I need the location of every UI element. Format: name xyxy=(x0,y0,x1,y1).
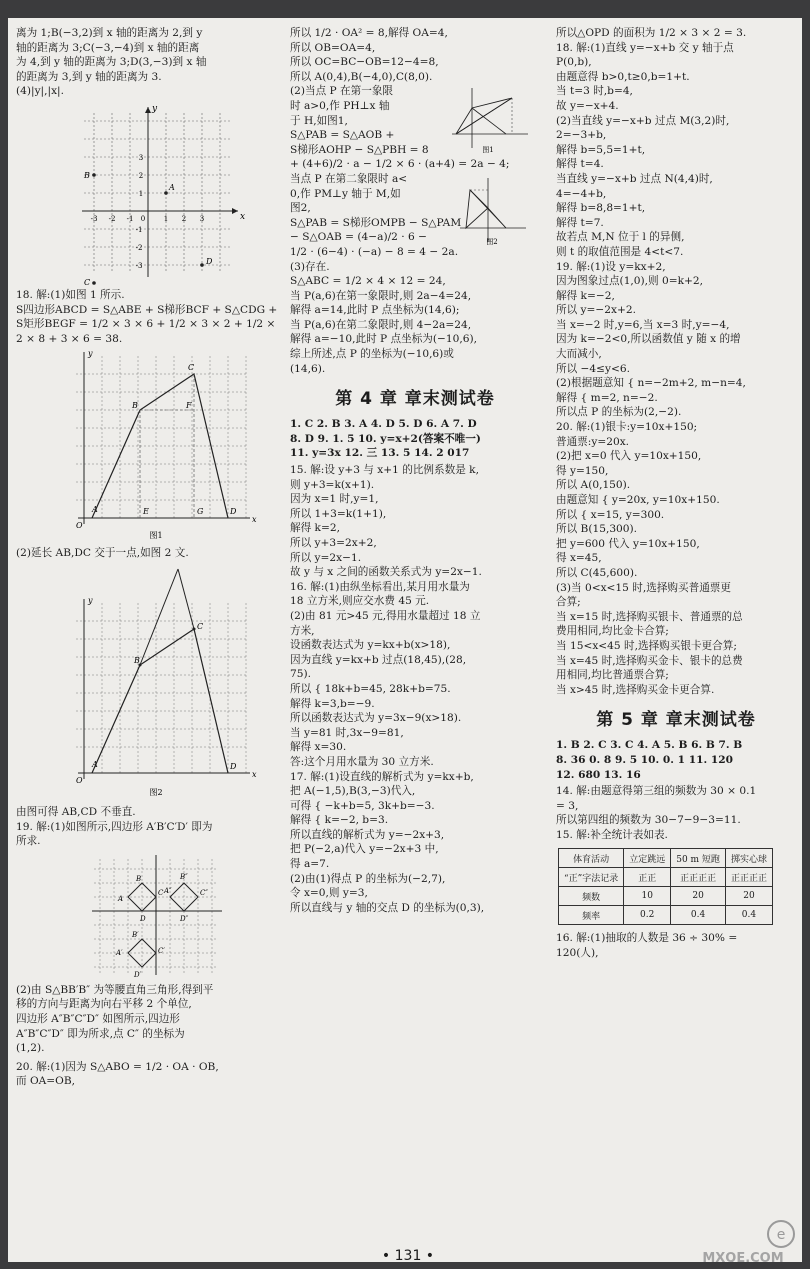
text-line: 20. 解:(1)因为 S△ABO = 1/2 · OA · OB, xyxy=(16,1060,219,1073)
text-line: 解得 k=3,b=−9. xyxy=(290,697,375,710)
text-line: 把 A(−1,5),B(3,−3)代入, xyxy=(290,785,416,798)
point-label: A xyxy=(92,505,98,515)
text-line: 综上所述,点 P 的坐标为(−10,6)或 xyxy=(290,348,454,361)
point-label: C″ xyxy=(200,888,208,897)
q20-figure-2 xyxy=(458,176,528,246)
text-line: 当 t=3 时,b=4, xyxy=(556,85,633,98)
q20-continued xyxy=(290,26,540,376)
point-label: D xyxy=(230,507,237,517)
table-row xyxy=(559,868,773,887)
text-line: 所以直线与 y 轴的交点 D 的坐标为(0,3), xyxy=(290,901,485,914)
point-label: C xyxy=(158,888,164,897)
text-line: 把 y=600 代入 y=10x+150, xyxy=(556,537,700,550)
table-cell: 20 xyxy=(725,887,772,906)
coordinate-grid-figure xyxy=(16,101,266,286)
point-label: D′ xyxy=(134,970,142,979)
q20-figure-1 xyxy=(450,86,530,154)
table-cell: 10 xyxy=(624,887,671,906)
text-line: 当 P(a,6)在第二象限时,则 4−2a=24, xyxy=(290,318,472,331)
text-line: 1/2 · (6−4) · (−a) − 8 = 4 − 2a. xyxy=(290,245,459,258)
text-line: 15. 解:补全统计表如表. xyxy=(556,828,668,841)
text-line: 所以 −4≤y<6. xyxy=(556,362,631,375)
table-cell: 0.4 xyxy=(671,906,726,925)
text-line: 19. 解:(1)设 y=kx+2, xyxy=(556,260,666,273)
text-line: (2)当点 P 在第一象限 xyxy=(290,85,394,98)
x-tick-label: -1 xyxy=(126,214,134,223)
text-line: S矩形BEGF = 1/2 × 3 × 6 + 1/2 × 3 × 2 + 1/2 × xyxy=(16,318,276,331)
figure-caption: 图2 xyxy=(486,238,498,246)
text-line: 为 4,到 y 轴的距离为 3;D(3,−3)到 x 轴 xyxy=(16,56,207,69)
text-line: 16. 解:(1)由纵坐标看出,某月用水量为 xyxy=(290,580,470,593)
table-cell: 掷实心球 xyxy=(725,849,772,868)
point-label: B xyxy=(134,655,140,665)
table-cell: 体育活动 xyxy=(559,849,624,868)
q17-continued xyxy=(16,26,266,99)
q16-answer xyxy=(556,931,796,960)
point-label: A xyxy=(169,182,175,192)
q18-answer xyxy=(16,288,278,346)
text-line: 大而减小, xyxy=(556,348,602,361)
text-line: 而 OA=OB, xyxy=(16,1075,76,1088)
point-label: A′ xyxy=(116,948,123,957)
text-line: 17. 解:(1)设直线的解析式为 y=kx+b, xyxy=(290,770,474,783)
text-line: S四边形ABCD = S△ABE + S梯形BCF + S△CDG + xyxy=(16,303,278,316)
text-line: 时 a>0,作 PH⊥x 轴 xyxy=(290,99,390,112)
point-label: O xyxy=(76,521,83,531)
text-line: 所以 OB=OA=4, xyxy=(290,41,376,54)
text-line: − S△OAB = (4−a)/2 · 6 − xyxy=(290,231,427,244)
axis-x-label: x xyxy=(252,515,257,525)
point-label: F xyxy=(186,401,192,411)
axis-y-label: y xyxy=(88,595,93,605)
text-line: 当 x=−2 时,y=6,当 x=3 时,y=−4, xyxy=(556,318,730,331)
y-tick-label: -1 xyxy=(135,225,143,234)
text-line: + (4+6)/2 · a − 1/2 × 6 · (a+4) = 2a − 4; xyxy=(290,158,510,171)
table-row xyxy=(559,849,773,868)
frequency-table xyxy=(558,848,773,925)
text-line: 令 x=0,则 y=3, xyxy=(290,887,368,900)
text-line: 2 × 8 + 3 × 6 = 38. xyxy=(16,332,123,345)
text-line: (1,2). xyxy=(16,1042,45,1055)
point-label: D xyxy=(206,256,213,266)
point-label: D xyxy=(140,914,146,923)
text-line: 所以 1+3=k(1+1), xyxy=(290,507,387,520)
text-line: 8. D 9. 1. 5 10. y=x+2(答案不唯一) xyxy=(290,432,481,445)
point-label: B xyxy=(84,170,90,180)
table-row xyxy=(559,906,773,925)
text-line: 轴的距离为 3;C(−3,−4)到 x 轴的距离 xyxy=(16,41,200,54)
text-line: 当 x=45 时,选择购买金卡、银卡的总费 xyxy=(556,654,743,667)
point-label: B xyxy=(132,401,138,411)
text-line: 所以函数表达式为 y=3x−9(x>18). xyxy=(290,712,462,725)
text-line: 由题意知 { y=20x, y=10x+150. xyxy=(556,494,720,506)
point-label: B″ xyxy=(180,872,188,881)
chapter-4-title: 第 4 章 章末测试卷 xyxy=(335,389,495,410)
point-label: D″ xyxy=(180,914,189,923)
text-line: 75). xyxy=(290,668,311,681)
text-line: 移的方向与距离为向右平移 2 个单位, xyxy=(16,998,192,1011)
text-line: 当 y=81 时,3x−9=81, xyxy=(290,726,404,739)
text-line: 合算; xyxy=(556,596,581,609)
text-line: 所以 { x=15, y=300. xyxy=(556,508,665,521)
text-line: 18. 解:(1)如图 1 所示. xyxy=(16,288,125,301)
chapter-5-title: 第 5 章 章末测试卷 xyxy=(596,710,756,731)
text-line: (4)|y|,|x|. xyxy=(16,85,64,98)
point-label: D xyxy=(230,761,237,771)
table-cell: “正”字法记录 xyxy=(559,868,624,887)
text-line: 用相同,均比普通票合算; xyxy=(556,669,669,682)
text-line: = 3, xyxy=(556,799,579,812)
y-tick-label: -2 xyxy=(135,243,143,252)
point-label: C xyxy=(197,621,204,631)
text-line: 图2, xyxy=(290,202,311,215)
text-line: 20. 解:(1)银卡:y=10x+150; xyxy=(556,421,698,434)
text-line: 所以点 P 的坐标为(2,−2). xyxy=(556,406,682,419)
text-line: 8. 36 0. 8 9. 5 10. 0. 1 11. 120 xyxy=(556,753,733,766)
translation-figure xyxy=(16,851,266,981)
chapter-4-answers xyxy=(290,417,540,461)
text-line: 1. B 2. C 3. C 4. A 5. B 6. B 7. B xyxy=(556,739,743,752)
text-line: 解得 b=8,8=1+t, xyxy=(556,202,646,215)
point-label: A″ xyxy=(164,886,172,895)
text-line: S△PAB = S梯形OMPB − S△PAM xyxy=(290,216,462,229)
axis-x-label: x xyxy=(240,211,246,222)
text-line: 所以 C(45,600). xyxy=(556,566,638,579)
text-line: 解得 t=7. xyxy=(556,216,604,229)
table-cell: 0.4 xyxy=(725,906,772,925)
text-line: 则 t 的取值范围是 4<t<7. xyxy=(556,245,684,258)
point-label: B xyxy=(136,874,142,883)
figure-1-quadrilateral xyxy=(16,348,266,544)
text-line: 所以 y=2x−1. xyxy=(290,551,362,564)
table-cell: 正正 xyxy=(624,868,671,887)
y-tick-label: 1 xyxy=(138,189,144,198)
column-left xyxy=(16,26,278,1091)
point-label: B′ xyxy=(132,930,139,939)
text-line: 设函数表达式为 y=kx+b(x>18), xyxy=(290,639,451,652)
text-line: 的距离为 3,到 y 轴的距离为 3. xyxy=(16,70,162,83)
text-line: 则 y+3=k(x+1). xyxy=(290,478,375,491)
text-line: 当 x>45 时,选择购买金卡更合算. xyxy=(556,683,715,696)
text-line: 所以 A(0,150). xyxy=(556,479,631,492)
text-line: 19. 解:(1)如图所示,四边形 A′B′C′D′ 即为 xyxy=(16,820,213,833)
text-line: P(0,b), xyxy=(556,56,592,69)
point-label: C xyxy=(188,363,195,373)
text-line: (2)由 S△BB′B″ 为等腰直角三角形,得到平 xyxy=(16,983,214,996)
text-line: 4=−4+b, xyxy=(556,187,607,200)
point-label: E xyxy=(143,507,149,517)
q15-17-answers xyxy=(290,463,540,915)
text-line: (3)当 0<x<15 时,选择购买普通票更 xyxy=(556,581,731,594)
text-line: 所以 OC=BC−OB=12−4=8, xyxy=(290,56,439,69)
text-line: 所以 A(0,4),B(−4,0),C(8,0). xyxy=(290,70,433,83)
x-tick-label: 1 xyxy=(163,214,169,223)
text-line: 1. C 2. B 3. A 4. D 5. D 6. A 7. D xyxy=(290,418,477,431)
text-line: 费用相同,均比金卡合算; xyxy=(556,625,669,638)
axis-y-label: y xyxy=(88,349,93,359)
text-line: 离为 1;B(−3,2)到 x 轴的距离为 2,到 y xyxy=(16,27,203,39)
watermark-logo xyxy=(683,1216,802,1266)
text-line: 因为 k=−2<0,所以函数值 y 随 x 的增 xyxy=(556,333,741,346)
text-line: 由图可得 AB,CD 不垂直. xyxy=(16,805,136,818)
answer-page xyxy=(8,18,802,1266)
text-line: 解得 a=−10,此时 P 点坐标为(−10,6), xyxy=(290,333,477,346)
text-line: 所以△OPD 的面积为 1/2 × 3 × 2 = 3. xyxy=(556,27,747,39)
figure-caption: 图1 xyxy=(482,146,494,154)
text-line: (2)由(1)得点 P 的坐标为(−2,7), xyxy=(290,872,446,885)
text-line: 所以 y=−2x+2. xyxy=(556,304,636,317)
watermark-text: MXQE.COM xyxy=(702,1251,784,1266)
text-line: 所以 { 18k+b=45, 28k+b=75. xyxy=(290,682,451,695)
text-line: S△PAB = S△AOB + xyxy=(290,129,395,142)
table-cell: 正正正正 xyxy=(671,868,726,887)
text-line: 故若点 M,N 位于 l 的异侧, xyxy=(556,231,685,244)
point-label: C xyxy=(84,277,91,286)
point-label: O xyxy=(76,775,83,785)
y-tick-label: 2 xyxy=(138,171,144,180)
text-line: 14. 解:由题意得第三组的频数为 30 × 0.1 xyxy=(556,785,757,798)
text-line: (2)由 81 元>45 元,得用水量超过 18 立 xyxy=(290,609,481,622)
text-line: 解得 a=14,此时 P 点坐标为(14,6); xyxy=(290,304,460,317)
text-line: 12. 680 13. 16 xyxy=(556,768,641,781)
text-line: 解得 x=30. xyxy=(290,741,347,754)
figure-2-extended-lines xyxy=(16,563,266,803)
column-right xyxy=(556,26,796,963)
text-line: 当 x=15 时,选择购买银卡、普通票的总 xyxy=(556,610,743,623)
text-line: 所以 B(15,300). xyxy=(556,523,638,536)
text-line: 0,作 PM⊥y 轴于 M,如 xyxy=(290,187,401,200)
text-line: 可得 { −k+b=5, 3k+b=−3. xyxy=(290,799,435,812)
text-line: 2=−3+b, xyxy=(556,129,607,142)
q19-20-answer xyxy=(16,983,266,1089)
point-label: G xyxy=(197,507,204,517)
q14-15-answers xyxy=(556,784,796,842)
text-line: 得 x=45, xyxy=(556,552,602,565)
point-label: A xyxy=(118,894,124,903)
y-tick-label: -3 xyxy=(135,261,143,270)
text-line: 因为图象过点(1,0),则 0=k+2, xyxy=(556,275,704,288)
text-line: 16. 解:(1)抽取的人数是 36 ÷ 30% = xyxy=(556,932,738,945)
text-line: 故 y=−x+4. xyxy=(556,99,619,112)
text-line: A″B″C″D″ 即为所求,点 C″ 的坐标为 xyxy=(16,1027,185,1040)
text-line: (2)根据题意知 { n=−2m+2, m−n=4, xyxy=(556,377,746,390)
text-line: 把 P(−2,a)代入 y=−2x+3 中, xyxy=(290,843,439,856)
text-line: 由题意得 b>0,t≥0,b=1+t. xyxy=(556,70,690,83)
text-line: 得 a=7. xyxy=(290,858,330,871)
text-line: 18 立方米,则应交水费 45 元. xyxy=(290,595,430,608)
text-line: 18. 解:(1)直线 y=−x+b 交 y 轴于点 xyxy=(556,41,734,54)
text-line: 得 y=150, xyxy=(556,464,609,477)
table-cell: 正正正正 xyxy=(725,868,772,887)
svg-text:e: e xyxy=(776,1227,786,1243)
table-cell: 0.2 xyxy=(624,906,671,925)
table-cell: 频率 xyxy=(559,906,624,925)
x-tick-label: -3 xyxy=(90,214,98,223)
x-tick-label: 0 xyxy=(140,214,146,223)
page-number: • 131 • xyxy=(381,1248,435,1262)
table-cell: 20 xyxy=(671,887,726,906)
text-line: (14,6). xyxy=(290,362,326,375)
text-line: 解得 k=−2, xyxy=(556,289,615,302)
text-line: 四边形 A″B″C″D″ 如图所示,四边形 xyxy=(16,1012,180,1025)
x-tick-label: -2 xyxy=(108,214,116,223)
text-line: 普通票:y=20x. xyxy=(556,435,630,448)
table-row xyxy=(559,887,773,906)
text-line: (2)把 x=0 代入 y=10x+150, xyxy=(556,450,702,463)
point-label: C′ xyxy=(158,946,165,955)
text-line: 所以 1/2 · OA² = 8,解得 OA=4, xyxy=(290,27,448,39)
text-line: 解得 t=4. xyxy=(556,158,604,171)
table-cell: 频数 xyxy=(559,887,624,906)
x-tick-label: 3 xyxy=(199,214,205,223)
chapter-5-answers xyxy=(556,738,796,782)
text-line: 答:这个月用水量为 30 立方米. xyxy=(290,755,434,768)
point-label: A xyxy=(92,759,98,769)
text-line: 于 H,如图1, xyxy=(290,114,348,127)
figure-caption: 图2 xyxy=(149,787,163,797)
figure-caption: 图1 xyxy=(149,531,163,541)
text-line: 因为 x=1 时,y=1, xyxy=(290,493,379,506)
x-tick-label: 2 xyxy=(181,214,187,223)
text-line: 15. 解:设 y+3 与 x+1 的比例系数是 k, xyxy=(290,464,479,477)
table-cell: 立定跳远 xyxy=(624,849,671,868)
text-line: 所以直线的解析式为 y=−2x+3, xyxy=(290,828,445,841)
text-line: 当 P(a,6)在第一象限时,则 2a−4=24, xyxy=(290,289,472,302)
text-line: 所求. xyxy=(16,835,41,848)
text-line: 所以第四组的频数为 30−7−9−3=11. xyxy=(556,814,741,827)
text-line: 方米, xyxy=(290,624,315,637)
text-line: (2)当直线 y=−x+b 过点 M(3,2)时, xyxy=(556,114,730,127)
text-line: 解得 { m=2, n=−2. xyxy=(556,391,658,404)
text-line: 当 15<x<45 时,选择购买银卡更合算; xyxy=(556,639,737,652)
text-line: 11. y=3x 12. 三 13. 5 14. 2 017 xyxy=(290,447,470,460)
text-line: 所以 y+3=2x+2, xyxy=(290,537,377,549)
table-cell: 50 m 短跑 xyxy=(671,849,726,868)
text-line: (2)延长 AB,DC 交于一点,如图 2 文. xyxy=(16,547,189,560)
text-line: 因为直线 y=kx+b 过点(18,45),(28, xyxy=(290,653,467,666)
y-tick-label: 3 xyxy=(138,153,144,162)
q19-intro xyxy=(16,805,266,849)
text-line: S△ABC = 1/2 × 4 × 12 = 24, xyxy=(290,275,446,288)
text-line: 当直线 y=−x+b 过点 N(4,4)时, xyxy=(556,172,713,185)
text-line: 故 y 与 x 之间的函数关系式为 y=2x−1. xyxy=(290,566,482,579)
text-line: 解得 { k=−2, b=3. xyxy=(290,814,389,827)
text-line: S梯形AOHP − S△PBH = 8 xyxy=(290,143,429,156)
text-line: (3)存在. xyxy=(290,260,330,273)
text-line: 解得 b=5,5=1+t, xyxy=(556,143,646,156)
text-line: 解得 k=2, xyxy=(290,522,340,535)
axis-x-label: x xyxy=(252,769,257,779)
text-line: 120(人), xyxy=(556,947,599,960)
text-line: 当点 P 在第二象限时 a< xyxy=(290,172,408,185)
column-middle xyxy=(290,26,540,917)
q17-20-answers xyxy=(556,26,796,697)
axis-y-label: y xyxy=(152,103,158,114)
